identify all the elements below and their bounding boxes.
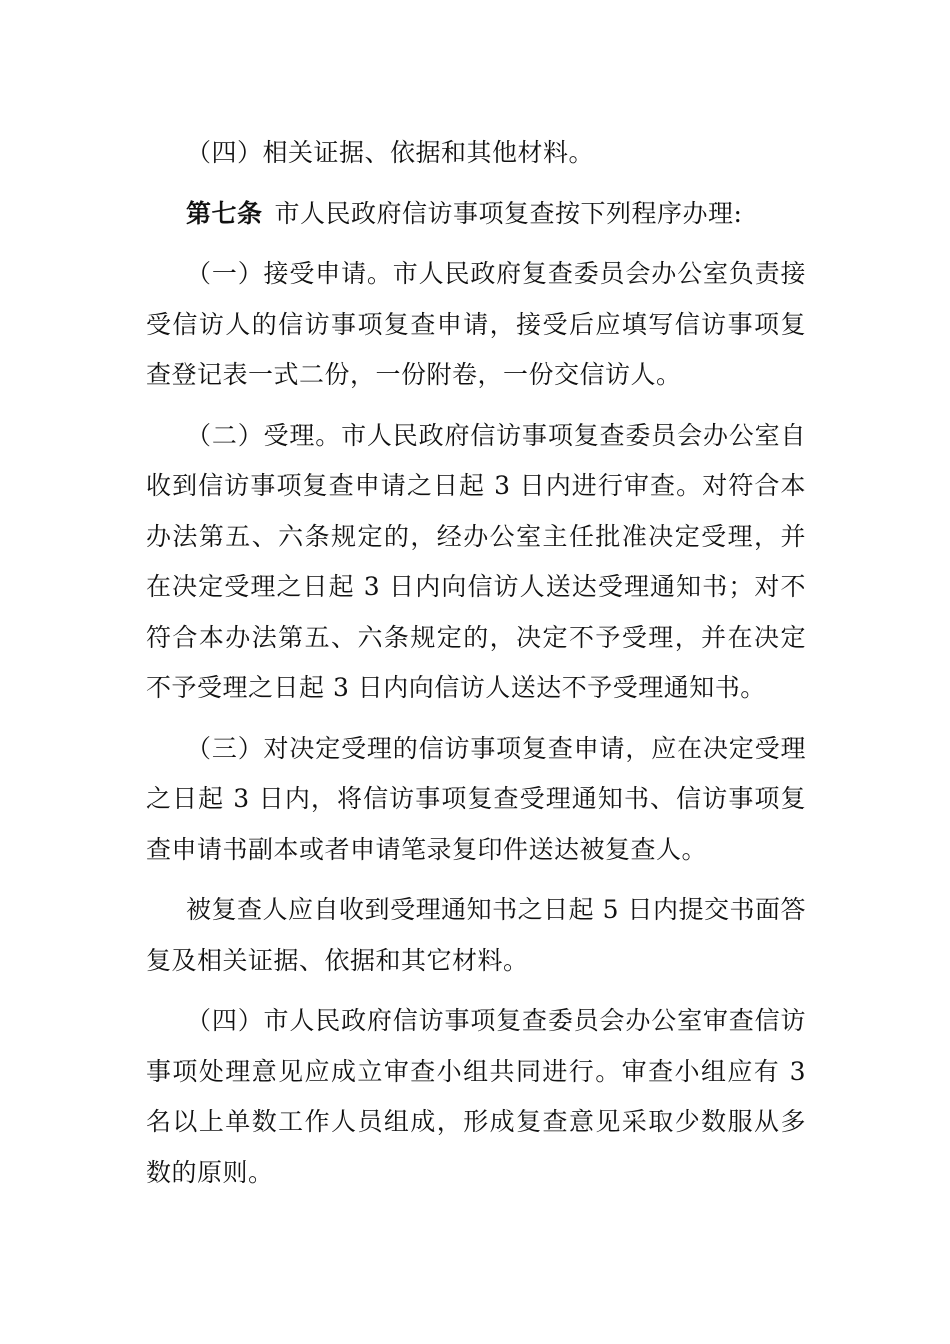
article-heading: 第七条	[186, 198, 263, 228]
paragraph-text: 被复查人应自收到受理通知书之日起 5 日内提交书面答复及相关证据、依据和其它材料。	[146, 895, 806, 975]
paragraph-accept-application	[146, 249, 806, 401]
paragraph-written-reply	[146, 885, 806, 986]
document-body	[146, 128, 806, 1208]
paragraph-text: （三）对决定受理的信访事项复查申请，应在决定受理之日起 3 日内，将信访事项复查受理通知书、信访事项复查申请书副本或者申请笔录复印件送达被复查人。	[146, 733, 806, 864]
paragraph-text: （四）相关证据、依据和其他材料。	[186, 138, 595, 167]
paragraph-review-group	[146, 996, 806, 1198]
paragraph-text: （二）受理。市人民政府信访事项复查委员会办公室自收到信访事项复查申请之日起 3 日内进行审查。对符合本办法第五、六条规定的，经办公室主任批准决定受理，并在决定受理之日起 3 日内向信访人送达受理通知书；对不符合本办法第五、六条规定的，决定不予受理，并在决定不予受理之日起 3 日内向信访人送达不予受理通知书。	[146, 420, 806, 702]
paragraph-acceptance	[146, 411, 806, 714]
article-7-paragraph	[146, 189, 806, 240]
paragraph-text: 市人民政府信访事项复查按下列程序办理:	[274, 198, 743, 228]
paragraph-text: （四）市人民政府信访事项复查委员会办公室审查信访事项处理意见应成立审查小组共同进行。审查小组应有 3 名以上单数工作人员组成，形成复查意见采取少数服从多数的原则。	[146, 1006, 806, 1187]
paragraph-text: （一）接受申请。市人民政府复查委员会办公室负责接受信访人的信访事项复查申请，接受后应填写信访事项复查登记表一式二份，一份附卷，一份交信访人。	[146, 259, 806, 389]
paragraph-deliver-documents	[146, 724, 806, 876]
paragraph-item-4-materials	[146, 128, 806, 179]
